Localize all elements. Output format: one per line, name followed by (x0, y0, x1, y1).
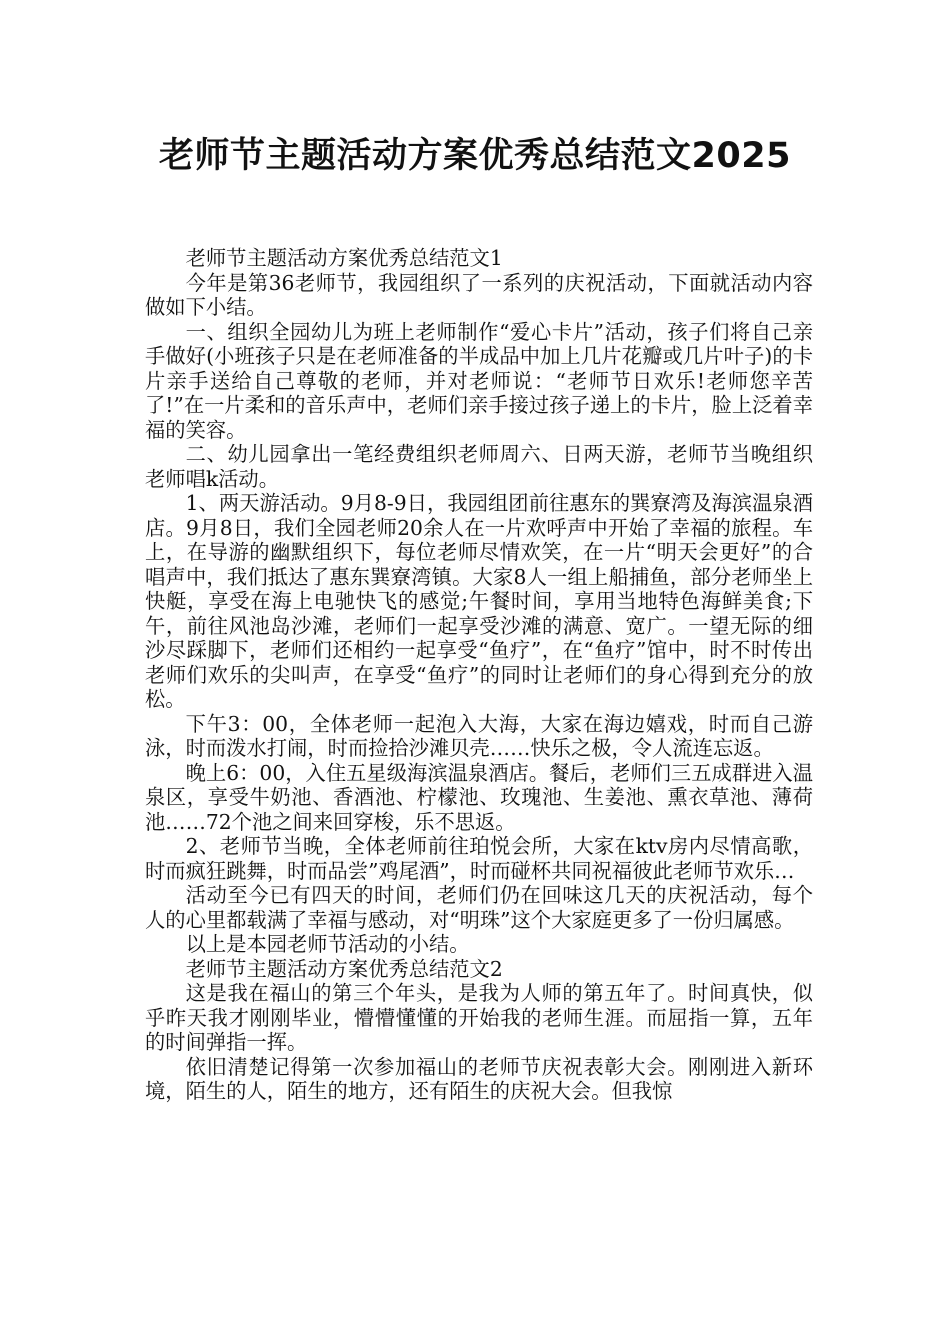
paragraph: 1、两天游活动。9月8-9日，我园组团前往惠东的巽寮湾及海滨温泉酒店。9月8日，我们全园老师20余人在一片欢呼声中开始了幸福的旅程。车上，在导游的幽默组织下，每位老师尽情欢笑，在一片“明天会更好”的合唱声中，我们抵达了惠东巽寮湾镇。大家8人一组上船捕鱼，部分老师坐上快艇，享受在海上电驰快飞的感觉;午餐时间，享用当地特色海鲜美食;下午，前往风池岛沙滩，老师们一起享受沙滩的满意、宽广。一望无际的细沙尽踩脚下，老师们还相约一起享受“鱼疗”，在“鱼疗”馆中，时不时传出老师们欢乐的尖叫声，在享受“鱼疗”的同时让老师们的身心得到充分的放松。 (145, 491, 813, 711)
paragraph: 活动至今已有四天的时间，老师们仍在回味这几天的庆祝活动，每个人的心里都载满了幸福与感动，对“明珠”这个大家庭更多了一份归属感。 (145, 883, 813, 932)
paragraph: 一、组织全园幼儿为班上老师制作“爱心卡片”活动，孩子们将自己亲手做好(小班孩子只是在老师准备的半成品中加上几片花瓣或几片叶子)的卡片亲手送给自己尊敬的老师，并对老师说：“老师节日欢乐!老师您辛苦了!”在一片柔和的音乐声中，老师们亲手接过孩子递上的卡片，脸上泛着幸福的笑容。 (145, 319, 813, 442)
paragraph: 今年是第36老师节，我园组织了一系列的庆祝活动，下面就活动内容做如下小结。 (145, 270, 813, 319)
paragraph: 这是我在福山的第三个年头，是我为人师的第五年了。时间真快，似乎昨天我才刚刚毕业，懵懵懂懂的开始我的老师生涯。而屈指一算，五年的时间弹指一挥。 (145, 981, 813, 1054)
document-title: 老师节主题活动方案优秀总结范文2025 (159, 136, 791, 176)
paragraph: 2、老师节当晚，全体老师前往珀悦会所，大家在ktv房内尽情高歌，时而疯狂跳舞，时而品尝”鸡尾酒”，时而碰杯共同祝福彼此老师节欢乐… (145, 834, 813, 883)
paragraph: 下午3：00，全体老师一起泡入大海，大家在海边嬉戏，时而自己游泳，时而泼水打闹，时而捡拾沙滩贝壳……快乐之极，令人流连忘返。 (145, 711, 813, 760)
paragraph: 二、幼儿园拿出一笔经费组织老师周六、日两天游，老师节当晚组织老师唱k活动。 (145, 442, 813, 491)
paragraph: 依旧清楚记得第一次参加福山的老师节庆祝表彰大会。刚刚进入新环境，陌生的人，陌生的地方，还有陌生的庆祝大会。但我惊 (145, 1054, 813, 1103)
paragraph: 以上是本园老师节活动的小结。 (185, 932, 470, 956)
section-heading-1: 老师节主题活动方案优秀总结范文1 (185, 246, 503, 270)
paragraph: 晚上6：00，入住五星级海滨温泉酒店。餐后，老师们三五成群进入温泉区，享受牛奶池、香酒池、柠檬池、玫瑰池、生姜池、熏衣草池、薄荷池……72个池之间来回穿梭，乐不思返。 (145, 760, 813, 834)
document-body (145, 246, 813, 1104)
section-heading-2: 老师节主题活动方案优秀总结范文2 (185, 956, 503, 981)
